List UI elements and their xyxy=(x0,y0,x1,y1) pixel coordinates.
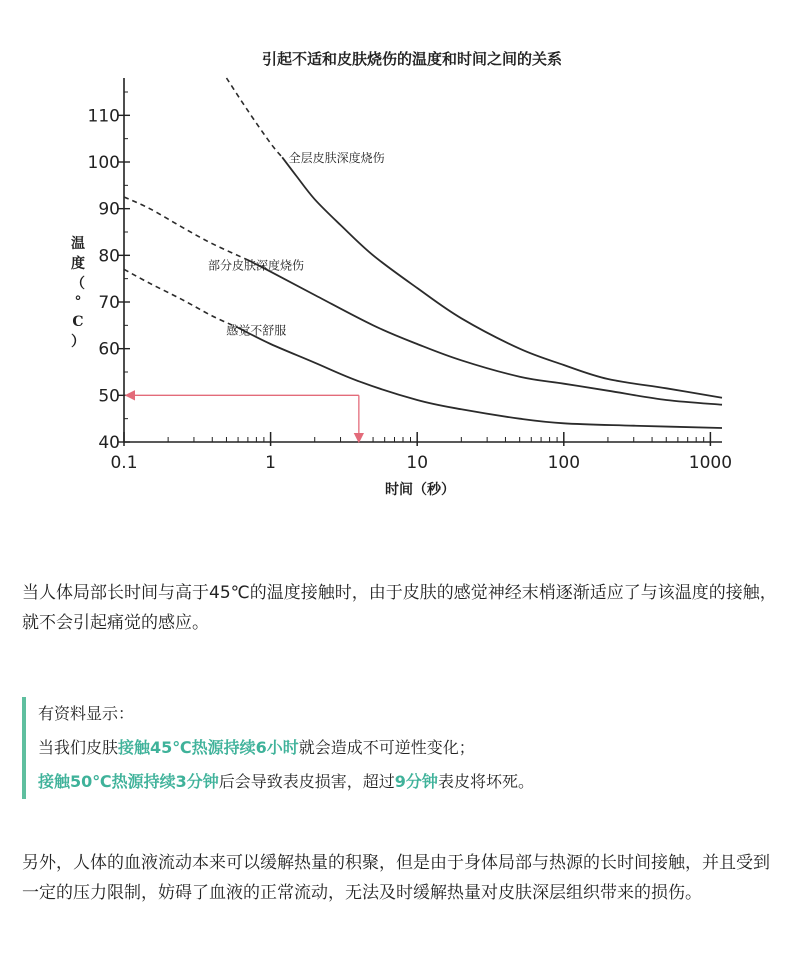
series-label: 全层皮肤深度烧伤 xyxy=(288,151,385,165)
quote-line-2 xyxy=(38,731,780,765)
series-dashed-line xyxy=(227,78,283,157)
y-tick-label: 100 xyxy=(87,153,120,173)
series-line xyxy=(282,157,722,397)
highlight-50c: 接触50℃热源持续3分钟 xyxy=(38,772,219,791)
y-tick-label: 70 xyxy=(98,293,120,313)
y-tick-label: 90 xyxy=(98,199,120,220)
quote-line-3 xyxy=(38,765,780,799)
x-axis-label: 时间（秒） xyxy=(385,482,455,498)
chart-series xyxy=(124,78,722,428)
series-dashed-line xyxy=(124,269,238,327)
chart-annotations xyxy=(126,395,359,442)
y-axis-label-char: ° xyxy=(74,294,82,310)
y-tick-label: 80 xyxy=(98,246,120,267)
paragraph-blood-flow: 另外，人体的血液流动本来可以缓解热量的积聚，但是由于身体局部与热源的长时间接触，并且受到一定的压力限制，妨碍了血液的正常流动，无法及时缓解热量对皮肤深层组织带来的损伤。 xyxy=(22,853,770,903)
paragraph-intro: 当人体局部长时间与高于45℃的温度接触时，由于皮肤的感觉神经末梢逐渐适应了与该温度的接触，就不会引起痛觉的感应。 xyxy=(22,583,777,633)
x-tick-label: 1 xyxy=(265,453,277,473)
y-axis-label-char: C xyxy=(72,314,84,330)
y-axis-label-char: ） xyxy=(71,334,85,350)
series-line xyxy=(238,328,722,428)
quote-line-1 xyxy=(38,697,780,731)
quote-text: 表皮将坏死。 xyxy=(437,772,534,791)
x-tick-label: 10 xyxy=(406,453,429,473)
y-axis-label-char: （ xyxy=(71,276,85,292)
x-tick-label: 1000 xyxy=(688,453,733,473)
highlight-9min: 9分钟 xyxy=(394,772,438,791)
quote-text: 就会造成不可逆性变化； xyxy=(298,738,475,757)
y-tick-label: 50 xyxy=(98,386,120,407)
quote-text: 后会导致表皮损害，超过 xyxy=(218,772,395,791)
y-axis-label xyxy=(71,235,85,350)
quote-block xyxy=(22,697,780,799)
quote-intro: 有资料显示： xyxy=(38,704,135,723)
x-tick-label: 100 xyxy=(547,453,581,473)
x-tick-label: 0.1 xyxy=(110,453,138,473)
chart-axes xyxy=(88,78,732,473)
y-axis-label-char: 温 xyxy=(71,236,85,252)
quote-text: 当我们皮肤 xyxy=(38,738,119,757)
series-label: 感觉不舒服 xyxy=(226,323,287,338)
y-tick-label: 60 xyxy=(98,339,120,360)
y-tick-label: 40 xyxy=(98,433,120,453)
series-dashed-line xyxy=(124,197,248,260)
series-label: 部分皮肤深度烧伤 xyxy=(207,258,304,273)
y-axis-label-char: 度 xyxy=(71,256,85,272)
y-tick-label: 110 xyxy=(87,106,120,127)
chart-title: 引起不适和皮肤烧伤的温度和时间之间的关系 xyxy=(261,50,563,68)
highlight-45c: 接触45℃热源持续6小时 xyxy=(118,738,299,757)
